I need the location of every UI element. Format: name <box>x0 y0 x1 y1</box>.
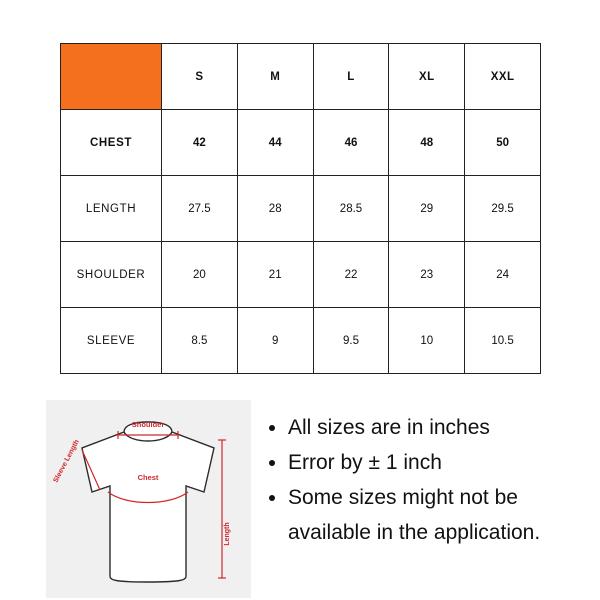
notes-list <box>262 410 592 550</box>
cell-length-s: 27.5 <box>162 176 238 242</box>
row-label-length: LENGTH <box>61 176 162 242</box>
cell-chest-m: 44 <box>237 110 313 176</box>
diagram-label-length: Length <box>224 522 231 546</box>
size-chart-container <box>60 43 541 374</box>
cell-chest-s: 42 <box>162 110 238 176</box>
cell-sleeve-xxl: 10.5 <box>465 308 541 374</box>
cell-sleeve-m: 9 <box>237 308 313 374</box>
row-label-chest: CHEST <box>61 110 162 176</box>
size-chart-table <box>60 43 541 374</box>
list-item: • Error by ± 1 inch <box>288 445 592 480</box>
list-item: • Some sizes might not be available in the application. <box>288 480 592 550</box>
cell-chest-xl: 48 <box>389 110 465 176</box>
row-label-sleeve: SLEEVE <box>61 308 162 374</box>
diagram-label-sleeve-length: Sleeve Length <box>52 438 81 484</box>
column-header-xxl: XXL <box>465 44 541 110</box>
cell-chest-xxl: 50 <box>465 110 541 176</box>
cell-length-m: 28 <box>237 176 313 242</box>
column-header-xl: XL <box>389 44 465 110</box>
column-header-l: L <box>313 44 389 110</box>
cell-sleeve-s: 8.5 <box>162 308 238 374</box>
cell-shoulder-xxl: 24 <box>465 242 541 308</box>
table-row <box>61 242 541 308</box>
row-label-shoulder: SHOULDER <box>61 242 162 308</box>
list-item: • All sizes are in inches <box>288 410 592 445</box>
cell-sleeve-xl: 10 <box>389 308 465 374</box>
cell-shoulder-l: 22 <box>313 242 389 308</box>
diagram-label-chest: Chest <box>137 473 159 482</box>
cell-length-xl: 29 <box>389 176 465 242</box>
cell-length-l: 28.5 <box>313 176 389 242</box>
cell-sleeve-l: 9.5 <box>313 308 389 374</box>
cell-shoulder-s: 20 <box>162 242 238 308</box>
cell-shoulder-m: 21 <box>237 242 313 308</box>
bottom-section <box>0 398 600 600</box>
table-header-row <box>61 44 541 110</box>
cell-length-xxl: 29.5 <box>465 176 541 242</box>
table-row <box>61 308 541 374</box>
header-corner-cell <box>61 44 162 110</box>
tshirt-icon <box>46 400 251 598</box>
tshirt-measurement-diagram <box>46 400 251 598</box>
table-row <box>61 176 541 242</box>
column-header-m: M <box>237 44 313 110</box>
cell-shoulder-xl: 23 <box>389 242 465 308</box>
column-header-s: S <box>162 44 238 110</box>
cell-chest-l: 46 <box>313 110 389 176</box>
table-row <box>61 110 541 176</box>
diagram-label-shoulder: Shoulder <box>131 420 165 429</box>
